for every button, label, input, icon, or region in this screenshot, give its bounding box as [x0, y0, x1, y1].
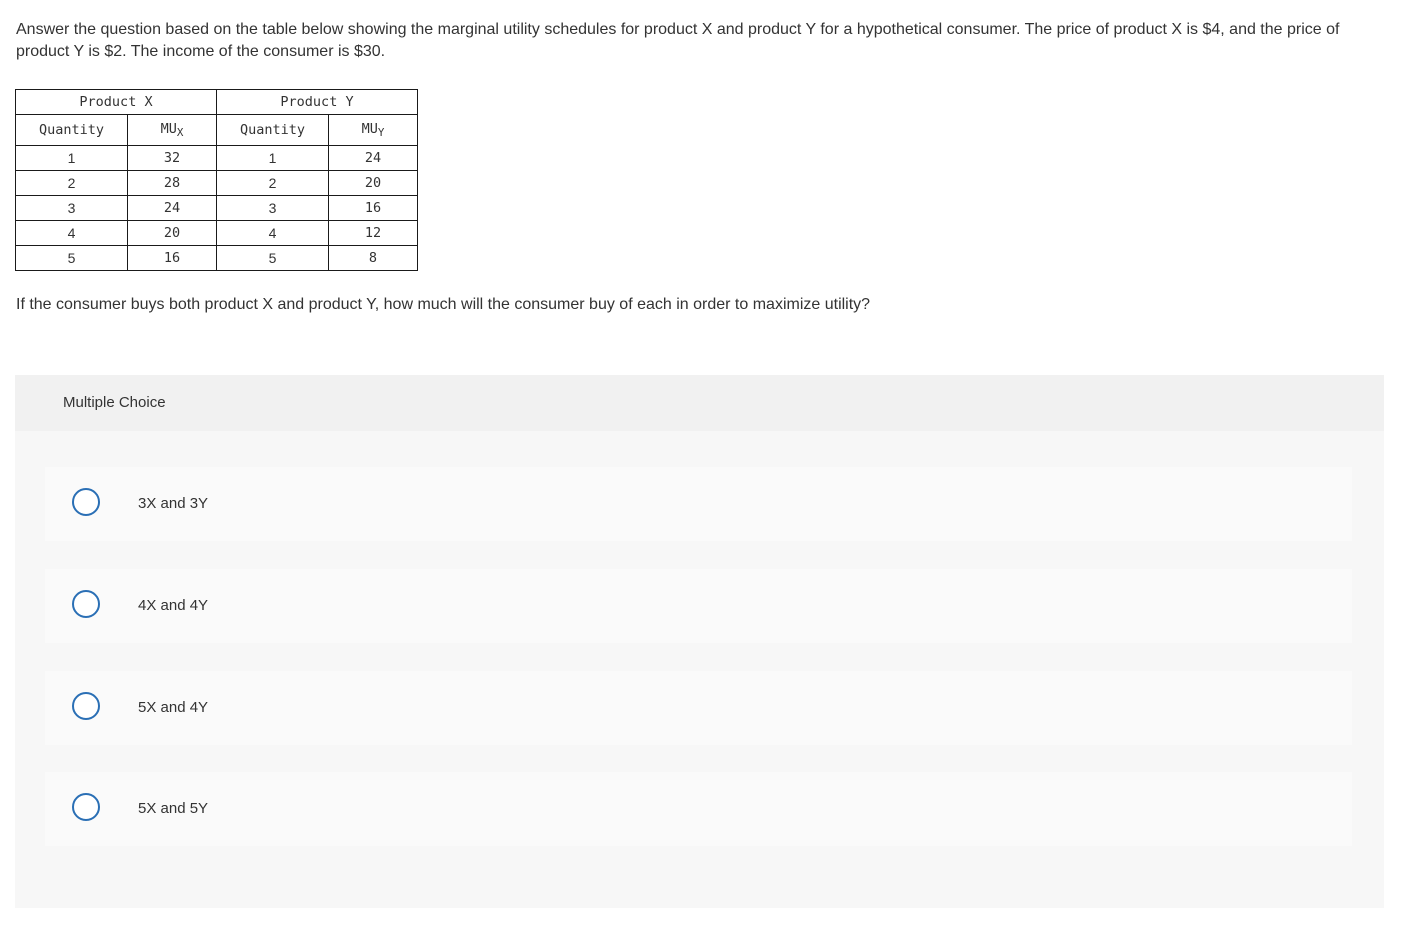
mu-y-cell: 24 — [329, 146, 418, 171]
radio-button-icon[interactable] — [72, 590, 100, 618]
quantity-y-cell: 4 — [217, 221, 329, 246]
quantity-x-cell: 1 — [16, 146, 128, 171]
marginal-utility-table — [15, 89, 418, 271]
question-prompt: If the consumer buys both product X and product Y, how much will the consumer buy of each in order to maximize utility? — [16, 296, 871, 313]
quantity-y-cell: 2 — [217, 171, 329, 196]
mu-y-cell: 20 — [329, 171, 418, 196]
quantity-y-cell: 3 — [217, 196, 329, 221]
quantity-x-cell: 3 — [16, 196, 128, 221]
choice-option-1[interactable] — [45, 467, 1352, 541]
table-row — [16, 171, 418, 196]
multiple-choice-panel — [15, 375, 1384, 908]
mu-x-cell: 28 — [128, 171, 217, 196]
mu-y-cell: 12 — [329, 221, 418, 246]
quantity-y-header: Quantity — [217, 115, 329, 146]
radio-button-icon[interactable] — [72, 488, 100, 516]
product-y-header: Product Y — [217, 90, 418, 115]
choice-label: 4X and 4Y — [138, 597, 209, 614]
table-row — [16, 146, 418, 171]
question-intro: Answer the question based on the table below showing the marginal utility schedules for product X and product Y for a hypothetical consumer. The price of product X is $4, and the price of product Y is $2. The income of the consumer is $30. — [16, 21, 1340, 60]
mu-y-cell: 8 — [329, 246, 418, 271]
table-row — [16, 246, 418, 271]
choice-label: 5X and 5Y — [138, 800, 209, 817]
table-row — [16, 196, 418, 221]
mu-x-cell: 24 — [128, 196, 217, 221]
mu-x-cell: 16 — [128, 246, 217, 271]
product-x-header: Product X — [16, 90, 217, 115]
choice-option-3[interactable] — [45, 671, 1352, 745]
quantity-x-cell: 2 — [16, 171, 128, 196]
multiple-choice-title: Multiple Choice — [63, 394, 166, 411]
quantity-y-cell: 5 — [217, 246, 329, 271]
multiple-choice-header — [15, 375, 1384, 431]
mu-x-cell: 20 — [128, 221, 217, 246]
mu-y-header: $MU_Y$ — [329, 115, 418, 146]
choice-label: 5X and 4Y — [138, 699, 209, 716]
mu-y-cell: 16 — [329, 196, 418, 221]
table-row — [16, 221, 418, 246]
quantity-x-cell: 4 — [16, 221, 128, 246]
choice-option-2[interactable] — [45, 569, 1352, 643]
choice-option-4[interactable] — [45, 772, 1352, 846]
quantity-x-cell: 5 — [16, 246, 128, 271]
quantity-y-cell: 1 — [217, 146, 329, 171]
mu-x-cell: 32 — [128, 146, 217, 171]
quantity-x-header: Quantity — [16, 115, 128, 146]
mu-x-header: $MU_X$ — [128, 115, 217, 146]
radio-button-icon[interactable] — [72, 793, 100, 821]
radio-button-icon[interactable] — [72, 692, 100, 720]
choice-label: 3X and 3Y — [138, 495, 209, 512]
